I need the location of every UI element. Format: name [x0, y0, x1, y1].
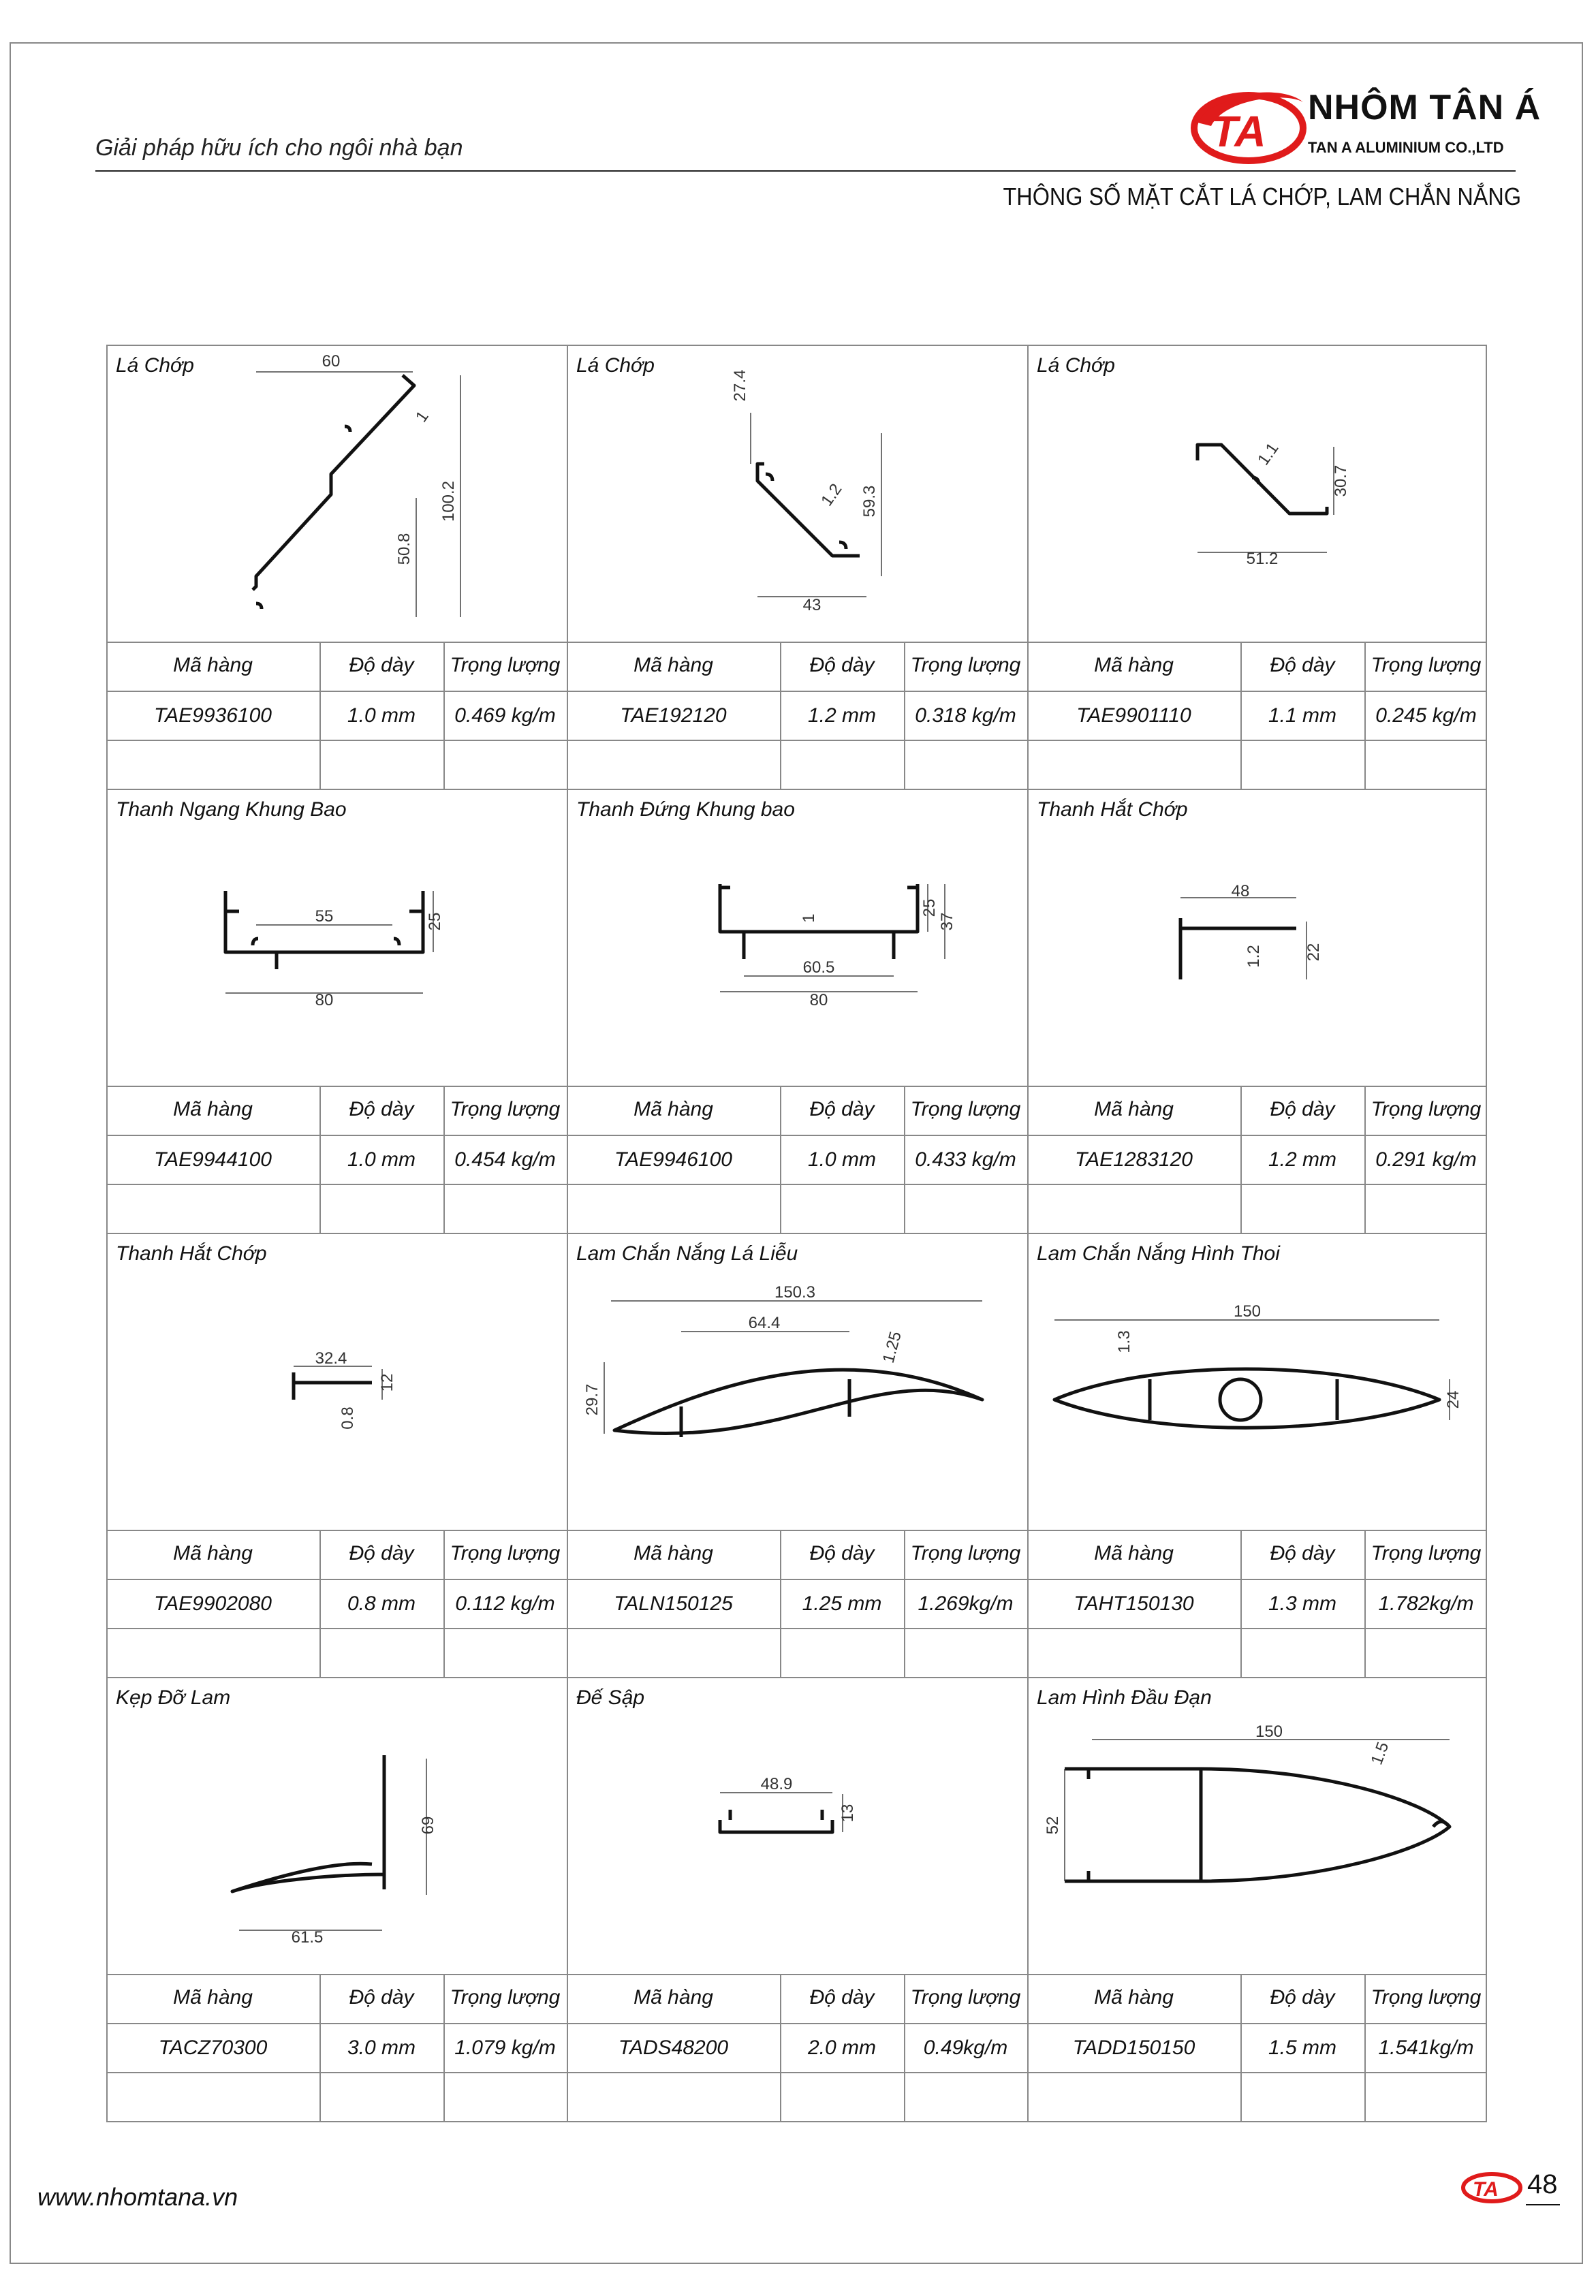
page-number: 48: [1527, 2169, 1558, 2199]
product-code: TAE1283120: [1075, 1148, 1193, 1171]
dimension-label: 51.2: [1246, 550, 1279, 568]
table-header-code: Mã hàng: [173, 654, 253, 676]
product-thickness: 1.0 mm: [347, 704, 416, 727]
grid-hline: [106, 1974, 1487, 1975]
table-header-weight: Trọng lượng: [450, 654, 561, 676]
product-weight: 0.469 kg/m: [454, 704, 556, 727]
product-title: Lá Chớp: [116, 354, 194, 377]
dimension-label: 30.7: [1332, 465, 1350, 497]
product-title: Thanh Ngang Khung Bao: [116, 798, 347, 821]
brand-subtitle: TAN A ALUMINIUM CO.,LTD: [1308, 139, 1504, 156]
profile-drawing: [1027, 789, 1488, 1086]
table-header-code: Mã hàng: [1094, 1098, 1174, 1120]
profile-drawing: [567, 345, 1027, 642]
product-title: Lam Chắn Nắng Hình Thoi: [1037, 1242, 1280, 1265]
dimension-label: 1: [800, 913, 818, 923]
table-header-code: Mã hàng: [173, 1098, 253, 1120]
profile-shape: [253, 375, 414, 590]
product-title: Thanh Hắt Chớp: [116, 1242, 267, 1265]
product-weight: 1.541kg/m: [1378, 2036, 1474, 2059]
table-header-code: Mã hàng: [1094, 1542, 1174, 1564]
table-header-code: Mã hàng: [1094, 654, 1174, 676]
grid-hline: [106, 1579, 1487, 1580]
product-weight: 0.433 kg/m: [915, 1148, 1016, 1171]
product-weight: 0.245 kg/m: [1375, 704, 1477, 727]
product-thickness: 1.3 mm: [1268, 1592, 1337, 1615]
dimension-label: 80: [809, 991, 828, 1009]
product-code: TACZ70300: [158, 2036, 268, 2059]
dimension-label: 1.1: [1254, 439, 1283, 469]
profile-detail: [720, 887, 918, 959]
table-header-thickness: Độ dày: [1270, 1986, 1335, 2009]
profile-drawing: [567, 1677, 1027, 1974]
grid-hline: [106, 2023, 1487, 2024]
product-code: TAE192120: [620, 704, 727, 727]
grid-hline: [106, 2072, 1487, 2073]
footer-url[interactable]: www.nhomtana.vn: [37, 2183, 238, 2211]
dimension-label: 60.5: [802, 958, 835, 977]
table-header-code: Mã hàng: [633, 654, 713, 676]
table-header-code: Mã hàng: [173, 1986, 253, 2009]
table-header-weight: Trọng lượng: [910, 1542, 1021, 1564]
grid-hline: [106, 691, 1487, 692]
profile-drawing: [106, 345, 567, 642]
brand-name: NHÔM TÂN Á: [1308, 88, 1542, 127]
product-code: TAE9902080: [154, 1592, 272, 1615]
product-title: Lam Chắn Nắng Lá Liễu: [576, 1242, 798, 1265]
product-code: TADS48200: [618, 2036, 729, 2059]
table-header-thickness: Độ dày: [349, 1098, 414, 1120]
profile-drawing: [106, 1677, 567, 1974]
product-code: TAHT150130: [1074, 1592, 1194, 1615]
profile-shape: [1065, 1769, 1450, 1881]
profile-drawing: [1027, 1233, 1488, 1530]
dimension-label: 59.3: [860, 485, 879, 518]
dimension-label: 1.2: [1245, 945, 1263, 968]
table-header-code: Mã hàng: [633, 1986, 713, 2009]
table-header-code: Mã hàng: [173, 1542, 253, 1564]
product-title: Lam Hình Đầu Đạn: [1037, 1686, 1212, 1709]
product-thickness: 1.2 mm: [1268, 1148, 1337, 1171]
dimension-label: 100.2: [439, 480, 458, 522]
grid-hline: [106, 1135, 1487, 1136]
product-thickness: 1.25 mm: [802, 1592, 882, 1615]
product-thickness: 1.0 mm: [347, 1148, 416, 1171]
table-header-weight: Trọng lượng: [910, 1986, 1021, 2009]
product-weight: 1.782kg/m: [1378, 1592, 1474, 1615]
table-header-weight: Trọng lượng: [450, 1986, 561, 2009]
product-thickness: 1.2 mm: [807, 704, 877, 727]
product-code: TAE9936100: [154, 704, 272, 727]
product-thickness: 3.0 mm: [347, 2036, 416, 2059]
dimension-label: 150: [1233, 1302, 1262, 1321]
sheet-title: THÔNG SỐ MẶT CẮT LÁ CHỚP, LAM CHẮN NẮNG: [1003, 183, 1521, 210]
table-header-weight: Trọng lượng: [450, 1542, 561, 1564]
product-title: Thanh Đứng Khung bao: [576, 798, 795, 821]
dimension-label: 60: [322, 352, 341, 371]
dimension-label: 150: [1255, 1723, 1283, 1741]
profile-rib: [1150, 1379, 1337, 1420]
dimension-label: 22: [1304, 943, 1323, 962]
table-header-thickness: Độ dày: [1270, 654, 1335, 676]
page-number-rule: [1526, 2204, 1560, 2205]
grid-hline: [106, 642, 1487, 643]
table-header-thickness: Độ dày: [809, 654, 875, 676]
profile-hook: [256, 426, 350, 609]
dimension-label: 1.3: [1115, 1330, 1133, 1353]
dimension-label: 25: [426, 912, 444, 931]
dimension-label: 27.4: [731, 369, 749, 402]
profile-drawing: [567, 1233, 1027, 1530]
table-header-weight: Trọng lượng: [910, 1098, 1021, 1120]
product-code: TAE9946100: [614, 1148, 732, 1171]
profile-shape: [294, 1372, 372, 1400]
table-header-thickness: Độ dày: [349, 1542, 414, 1564]
table-header-thickness: Độ dày: [809, 1986, 875, 2009]
dimension-label: 1.25: [879, 1330, 905, 1366]
table-header-code: Mã hàng: [633, 1098, 713, 1120]
profile-drawing: [106, 1233, 567, 1530]
profile-drawing: [1027, 345, 1488, 642]
dimension-label: 1: [411, 407, 433, 426]
product-thickness: 1.5 mm: [1268, 2036, 1337, 2059]
product-title: Thanh Hắt Chớp: [1037, 798, 1188, 821]
dimension-label: 69: [419, 1816, 437, 1835]
dimension-label: 150.3: [774, 1283, 816, 1302]
dimension-label: 29.7: [583, 1383, 601, 1416]
product-code: TAE9901110: [1076, 704, 1191, 727]
table-header-thickness: Độ dày: [1270, 1542, 1335, 1564]
product-weight: 0.318 kg/m: [915, 704, 1016, 727]
profile-shape: [232, 1755, 384, 1891]
profile-drawing: [106, 789, 567, 1086]
grid-hline: [106, 740, 1487, 741]
logo-letters: TA: [1211, 107, 1266, 156]
table-header-weight: Trọng lượng: [910, 654, 1021, 676]
dimension-label: 32.4: [315, 1349, 347, 1368]
dimension-label: 48: [1231, 882, 1250, 900]
dimension-label: 52: [1044, 1816, 1062, 1835]
product-thickness: 1.1 mm: [1268, 704, 1337, 727]
table-header-weight: Trọng lượng: [450, 1098, 561, 1120]
grid-hline: [106, 1184, 1487, 1185]
product-weight: 1.269kg/m: [918, 1592, 1014, 1615]
profile-rib: [1089, 1769, 1450, 1881]
table-header-thickness: Độ dày: [809, 1098, 875, 1120]
footer-logo-letters: TA: [1473, 2178, 1499, 2201]
profile-drawing: [1027, 1677, 1488, 1974]
product-code: TALN150125: [614, 1592, 733, 1615]
product-title: Lá Chớp: [1037, 354, 1115, 377]
table-header-thickness: Độ dày: [809, 1542, 875, 1564]
dimension-label: 0.8: [339, 1406, 357, 1430]
dimension-label: 80: [315, 991, 334, 1009]
product-weight: 0.49kg/m: [923, 2036, 1008, 2059]
table-header-thickness: Độ dày: [1270, 1098, 1335, 1120]
dimension-label: 50.8: [395, 533, 413, 565]
grid-hline: [106, 1530, 1487, 1531]
table-header-weight: Trọng lượng: [1371, 1986, 1482, 2009]
profile-shape: [614, 1370, 982, 1433]
profile-shape: [720, 884, 918, 932]
product-title: Lá Chớp: [576, 354, 655, 377]
product-thickness: 2.0 mm: [807, 2036, 877, 2059]
profile-drawing: [567, 789, 1027, 1086]
dimension-label: 61.5: [291, 1928, 324, 1947]
table-header-code: Mã hàng: [633, 1542, 713, 1564]
header-rule: [95, 170, 1516, 172]
footer-logo: [1458, 2167, 1526, 2205]
product-weight: 0.291 kg/m: [1375, 1148, 1477, 1171]
product-weight: 0.454 kg/m: [454, 1148, 556, 1171]
grid-hline: [106, 1628, 1487, 1629]
dimension-label: 64.4: [748, 1314, 781, 1332]
table-header-weight: Trọng lượng: [1371, 1542, 1482, 1564]
product-title: Đế Sập: [576, 1686, 645, 1709]
product-weight: 0.112 kg/m: [455, 1592, 555, 1615]
product-thickness: 1.0 mm: [807, 1148, 877, 1171]
table-header-weight: Trọng lượng: [1371, 1098, 1482, 1120]
product-code: TAE9944100: [154, 1148, 272, 1171]
product-title: Kẹp Đỡ Lam: [116, 1686, 231, 1709]
profile-tube: [1220, 1379, 1261, 1420]
profile-shape: [720, 1810, 832, 1832]
dimension-label: 55: [315, 907, 334, 926]
product-code: TADD150150: [1072, 2036, 1195, 2059]
table-header-thickness: Độ dày: [349, 654, 414, 676]
dimension-label: 48.9: [760, 1775, 793, 1793]
product-thickness: 0.8 mm: [347, 1592, 416, 1615]
dimension-label: 37: [938, 912, 956, 931]
slogan: Giải pháp hữu ích cho ngôi nhà bạn: [95, 135, 463, 161]
dimension-label: 1.5: [1367, 1740, 1393, 1767]
profile-shape: [1180, 918, 1296, 979]
dimension-label: 43: [802, 596, 822, 614]
dimension-label: 13: [839, 1804, 857, 1823]
product-grid: [106, 345, 1487, 2122]
dimension-label: 12: [378, 1373, 396, 1392]
table-header-thickness: Độ dày: [349, 1986, 414, 2009]
grid-hline: [106, 1086, 1487, 1087]
dimension-label: 1.2: [817, 480, 846, 510]
dimension-label: 24: [1444, 1390, 1462, 1409]
dimension-label: 25: [920, 898, 939, 917]
table-header-weight: Trọng lượng: [1371, 654, 1482, 676]
table-header-code: Mã hàng: [1094, 1986, 1174, 2009]
product-weight: 1.079 kg/m: [454, 2036, 556, 2059]
